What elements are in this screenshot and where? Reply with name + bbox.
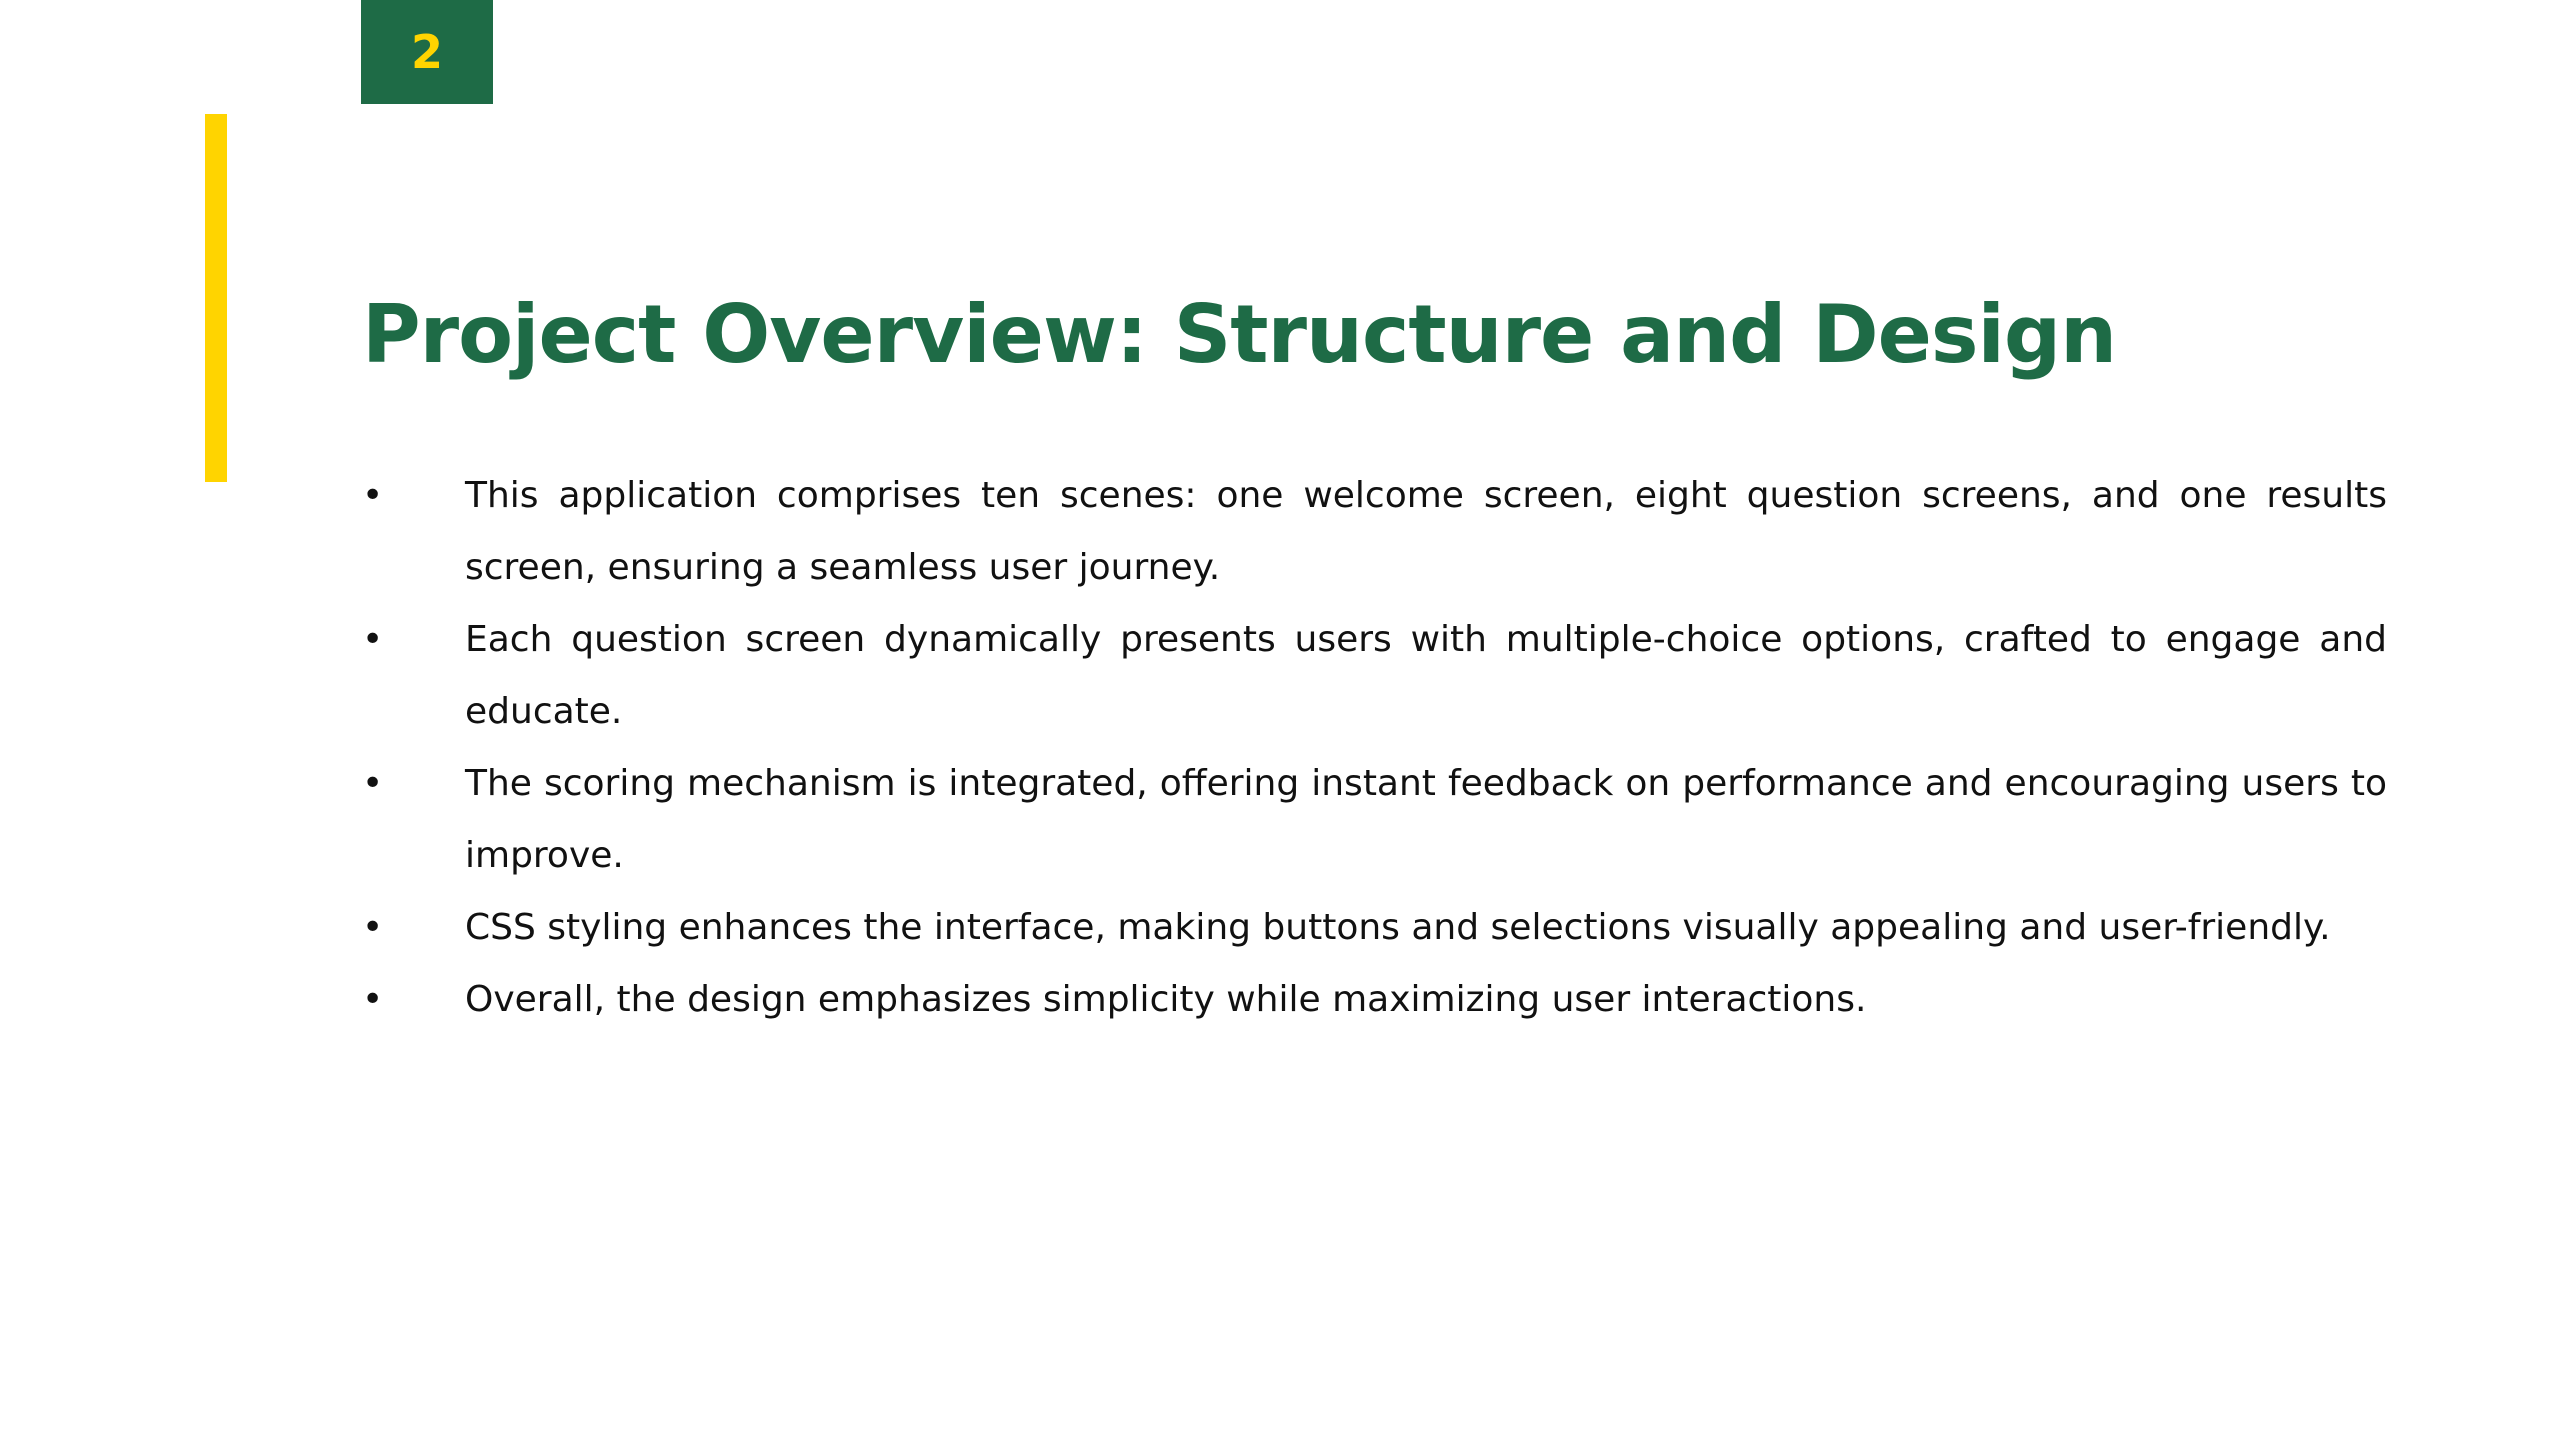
bullet-item <box>362 748 2387 892</box>
bullet-text: Each question screen dynamically presents users with multiple-choice options, crafted to engage and educate. <box>465 619 2387 732</box>
bullet-item <box>362 604 2387 748</box>
bullet-list <box>362 460 2387 1036</box>
bullet-dot-icon: • <box>362 763 384 804</box>
bullet-text: This application comprises ten scenes: one welcome screen, eight question screens, and one results screen, ensuring a seamless user journey. <box>465 475 2387 588</box>
bullet-text: The scoring mechanism is integrated, offering instant feedback on performance and encouraging users to improve. <box>465 763 2387 876</box>
slide-title: Project Overview: Structure and Design <box>362 288 2117 381</box>
page-number: 2 <box>410 25 443 79</box>
bullet-dot-icon: • <box>362 979 384 1020</box>
bullet-item <box>362 892 2387 964</box>
bullet-dot-icon: • <box>362 619 384 660</box>
bullet-dot-icon: • <box>362 475 384 516</box>
bullet-item <box>362 964 2387 1036</box>
bullet-dot-icon: • <box>362 907 384 948</box>
page-number-badge <box>361 0 493 104</box>
bullet-text: CSS styling enhances the interface, making buttons and selections visually appealing and user-friendly. <box>465 907 2331 948</box>
accent-bar <box>205 114 227 482</box>
bullet-item <box>362 460 2387 604</box>
bullet-text: Overall, the design emphasizes simplicity while maximizing user interactions. <box>465 979 1867 1020</box>
